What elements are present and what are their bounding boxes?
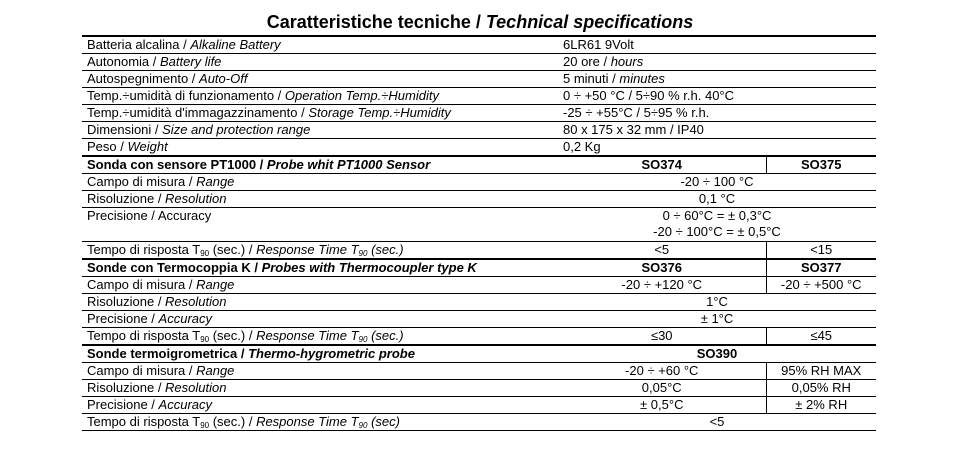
thermocouple-range-row: Campo di misura / Range -20 ÷ +120 °C -20 ÷ +500 °C [82, 277, 876, 294]
spec-row-battery: Batteria alcalina / Alkaline Battery 6LR61 9Volt [82, 36, 876, 54]
spec-row-weight: Peso / Weight 0,2 Kg [82, 139, 876, 157]
spec-table [82, 35, 876, 431]
spec-row-auto-off: Autospegnimento / Auto-Off 5 minuti / minutes [82, 71, 876, 88]
page-title: Caratteristiche tecniche / Technical specifications [266, 12, 694, 32]
spec-row-size: Dimensioni / Size and protection range 80 x 175 x 32 mm / IP40 [82, 122, 876, 139]
spec-row-operation-temp: Temp.÷umidità di funzionamento / Operation Temp.÷Humidity 0 ÷ +50 °C / 5÷90 % r.h. 40°C [82, 88, 876, 105]
thermocouple-response-row: Tempo di risposta $T_{90}$ (sec.) / Response Time $T_{90}$ (sec.) ≤30 ≤45 [82, 328, 876, 346]
spec-row-storage-temp: Temp.÷umidità d'immagazzinamento / Storage Temp.÷Humidity -25 ÷ +55°C / 5÷95 % r.h. [82, 105, 876, 122]
pt1000-range-row: Campo di misura / Range -20 ÷ 100 °C [82, 174, 876, 191]
section-header-pt1000: Sonda con sensore PT1000 / Probe whit PT1000 Sensor SO374 SO375 [82, 156, 876, 174]
hygro-response-row: Tempo di risposta $T_{90}$ (sec.) / Response Time $T_{90}$ (sec) <5 [82, 414, 876, 431]
hygro-accuracy-row: Precisione / Accuracy ± 0,5°C ± 2% RH [82, 397, 876, 414]
section-header-thermocouple: Sonde con Termocoppia K / Probes with Thermocoupler type K SO376 SO377 [82, 259, 876, 277]
pt1000-response-row: Tempo di risposta $T_{90}$ (sec.) / Response Time $T_{90}$ (sec.) <5 <15 [82, 242, 876, 260]
pt1000-resolution-row: Risoluzione / Resolution 0,1 °C [82, 191, 876, 208]
pt1000-accuracy-row: Precisione / Accuracy 0 ÷ 60°C = ± 0,3°C -20 ÷ 100°C = ± 0,5°C [82, 208, 876, 242]
thermocouple-accuracy-row: Precisione / Accuracy ± 1°C [82, 311, 876, 328]
thermocouple-resolution-row: Risoluzione / Resolution 1°C [82, 294, 876, 311]
section-header-hygro: Sonde termoigrometrica / Thermo-hygrometric probe SO390 [82, 345, 876, 363]
spec-row-battery-life: Autonomia / Battery life 20 ore / hours [82, 54, 876, 71]
hygro-range-row: Campo di misura / Range -20 ÷ +60 °C 95% RH MAX [82, 363, 876, 380]
hygro-resolution-row: Risoluzione / Resolution 0,05°C 0,05% RH [82, 380, 876, 397]
